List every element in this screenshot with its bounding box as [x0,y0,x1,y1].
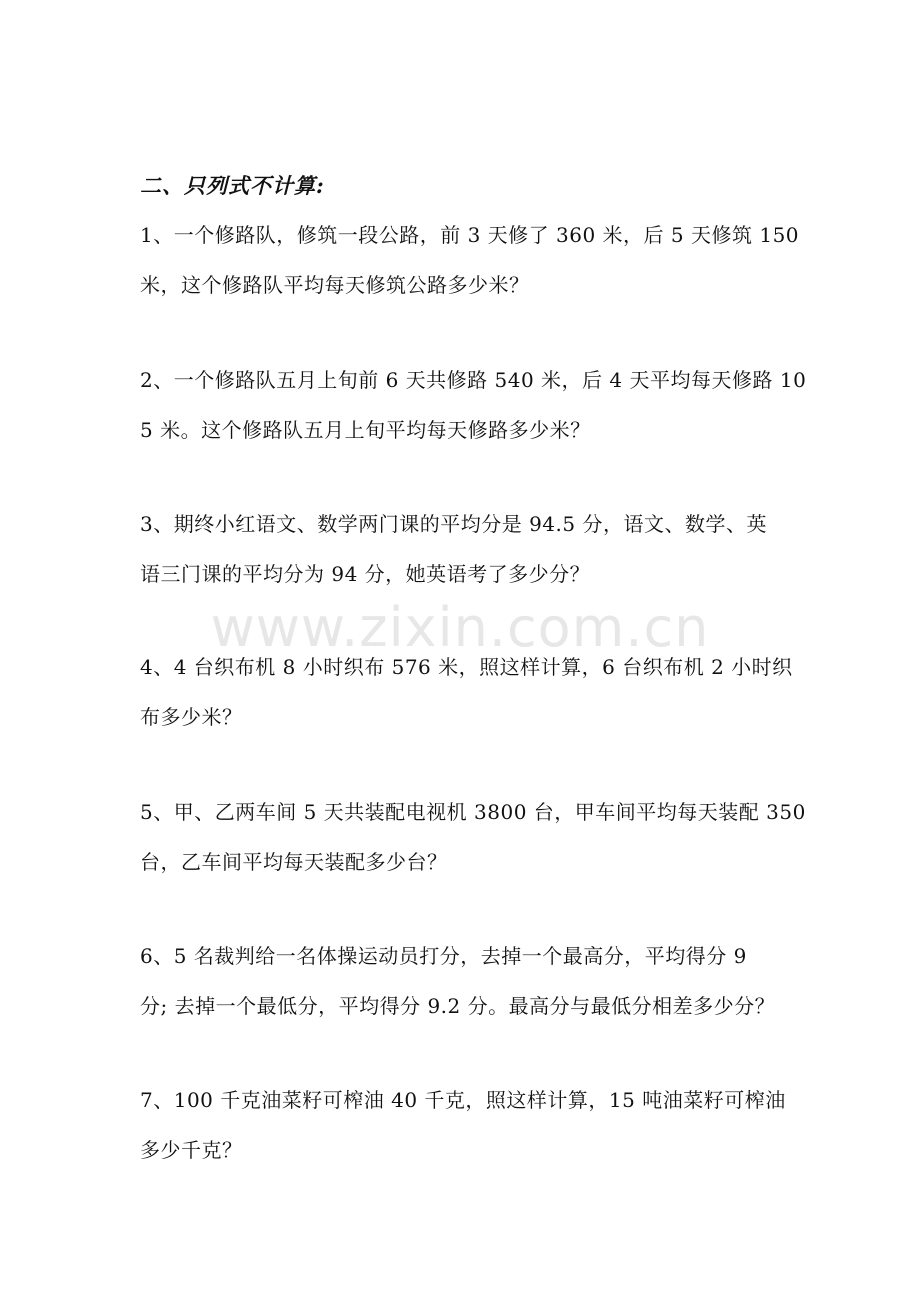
problem-1 [140,210,800,310]
problem-7-line-1: 7、100 千克油菜籽可榨油 40 千克，照这样计算，15 吨油菜籽可榨油 [140,1088,786,1112]
problem-7 [140,1075,790,1175]
problem-6 [140,931,790,1031]
problem-4-line-2: 布多少米？ [140,705,243,729]
problem-1-line-1: 1、一个修路队，修筑一段公路，前 3 天修了 360 米，后 5 天修筑 150 [140,223,800,247]
watermark: www.zixin.com.cn [210,596,710,659]
problem-2 [140,355,807,455]
problem-3-line-2: 语三门课的平均分为 94 分，她英语考了多少分？ [140,562,591,586]
problem-4-line-1: 4、4 台织布机 8 小时织布 576 米，照这样计算，6 台织布机 2 小时织 [140,655,793,679]
problem-7-line-2: 多少千克？ [140,1138,243,1162]
problem-5 [140,787,806,887]
problem-3-line-1: 3、期终小红语文、数学两门课的平均分是 94.5 分，语文、数学、英 [140,512,767,536]
problem-5-line-2: 台，乙车间平均每天装配多少台？ [140,850,448,874]
problem-6-line-2: 分; 去掉一个最低分，平均得分 9.2 分。最高分与最低分相差多少分？ [140,994,776,1018]
problem-3 [140,499,790,599]
problem-5-line-1: 5、甲、乙两车间 5 天共装配电视机 3800 台，甲车间平均每天装配 350 [140,800,806,824]
problem-1-line-2: 米，这个修路队平均每天修筑公路多少米？ [140,273,530,297]
problem-2-line-2: 5 米。这个修路队五月上旬平均每天修路多少米？ [140,418,591,442]
problem-2-line-1: 2、一个修路队五月上旬前 6 天共修路 540 米，后 4 天平均每天修路 10 [140,368,807,392]
problem-4 [140,642,793,742]
section-heading: 二、只列式不计算: [140,173,325,198]
problem-6-line-1: 6、5 名裁判给一名体操运动员打分，去掉一个最高分，平均得分 9 [140,944,747,968]
